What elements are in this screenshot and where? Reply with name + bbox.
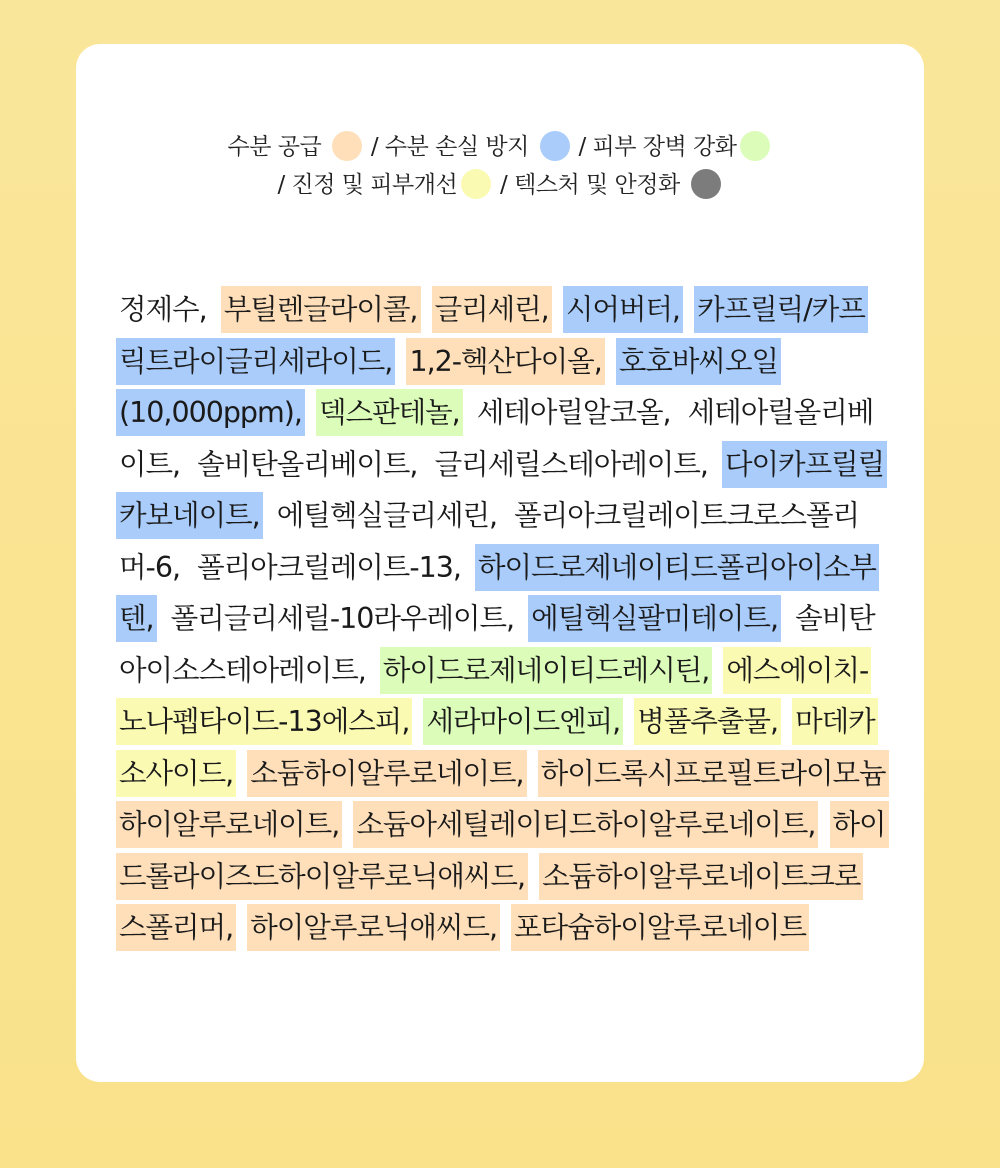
ingredient-item: 1,2-헥산다이올, xyxy=(406,338,604,385)
ingredient-item: 소듐아세틸레이티드하이알루로네이트, xyxy=(353,801,818,848)
ingredient-item: 다이카프릴릴카보네이트, xyxy=(116,441,887,540)
ingredient-list xyxy=(116,284,886,954)
skin-barrier-dot-icon xyxy=(740,131,770,161)
ingredient-item: 폴리아크릴레이트크로스폴리머-6, xyxy=(119,499,860,584)
ingredient-item: 솔비탄아이소스테아레이트, xyxy=(119,602,875,687)
legend-prefix: / xyxy=(370,134,385,160)
ingredient-item: 덱스판테놀, xyxy=(316,389,463,436)
ingredient-item: 병풀추출물, xyxy=(634,698,781,745)
legend-item-skin-barrier xyxy=(578,134,772,160)
ingredient-item: 글리세린, xyxy=(432,286,552,333)
ingredient-item: 세테아릴올리베이트, xyxy=(119,396,874,481)
legend-label: 피부 장벽 강화 xyxy=(592,134,737,160)
ingredient-item: 소듐하이알루로네이트크로스폴리머, xyxy=(116,853,863,952)
legend-item-texture-stability xyxy=(500,172,723,198)
legend-label: 수분 손실 방지 xyxy=(384,134,529,160)
legend-prefix: / xyxy=(500,172,515,198)
legend-line-1 xyxy=(76,128,924,166)
ingredient-item: 글리세릴스테아레이트, xyxy=(434,447,708,481)
ingredient-item: 정제수, xyxy=(119,293,207,326)
ingredient-item: 에틸헥실글리세린, xyxy=(276,499,498,532)
ingredient-item: 마데카소사이드, xyxy=(116,698,878,797)
content-card xyxy=(76,44,924,1082)
ingredient-item: 포타슘하이알루로네이트 xyxy=(511,904,809,951)
moisture-barrier-dot-icon xyxy=(540,131,570,161)
ingredient-item: 하이드로제네이티드폴리아이소부텐, xyxy=(116,544,879,643)
ingredient-item: 세라마이드엔피, xyxy=(423,698,623,745)
texture-dot-icon xyxy=(691,169,721,199)
hydration-dot-icon xyxy=(332,131,362,161)
ingredient-item: 솔비탄올리베이트, xyxy=(197,447,418,481)
legend-label: 텍스처 및 안정화 xyxy=(514,172,680,198)
soothing-dot-icon xyxy=(461,169,491,199)
legend-prefix: / xyxy=(277,172,292,198)
ingredient-item: 하이드롤라이즈드하이알루로닉애씨드, xyxy=(116,801,889,900)
ingredient-item: 호호바씨오일(10,000ppm), xyxy=(116,338,781,437)
ingredient-item: 하이알루로닉애씨드, xyxy=(247,904,500,951)
legend-label: 수분 공급 xyxy=(227,134,322,160)
ingredient-item: 소듐하이알루로네이트, xyxy=(247,750,526,797)
ingredient-item: 시어버터, xyxy=(563,286,683,333)
ingredient-item: 폴리글리세릴-10라우레이트, xyxy=(170,602,515,635)
legend-line-2 xyxy=(76,166,924,204)
ingredient-item: 하이드록시프로필트라이모늄하이알루로네이트, xyxy=(116,750,889,849)
ingredient-item: 에스에이치-노나펩타이드-13에스피, xyxy=(116,647,871,746)
ingredient-item: 하이드로제네이티드레시틴, xyxy=(380,647,712,694)
ingredient-item: 에틸헥실팔미테이트, xyxy=(528,595,781,642)
ingredient-item: 부틸렌글라이콜, xyxy=(221,286,421,333)
legend-item-moisture-loss-prevention xyxy=(371,134,572,160)
legend xyxy=(76,128,924,204)
legend-item-soothing xyxy=(277,172,493,198)
legend-label: 진정 및 피부개선 xyxy=(291,172,458,198)
legend-prefix: / xyxy=(578,134,593,160)
ingredient-item: 폴리아크릴레이트-13, xyxy=(197,550,461,584)
ingredient-item: 세테아릴알코올, xyxy=(476,396,671,429)
ingredient-item: 카프릴릭/카프릭트라이글리세라이드, xyxy=(116,286,868,385)
legend-item-hydration xyxy=(228,134,365,160)
